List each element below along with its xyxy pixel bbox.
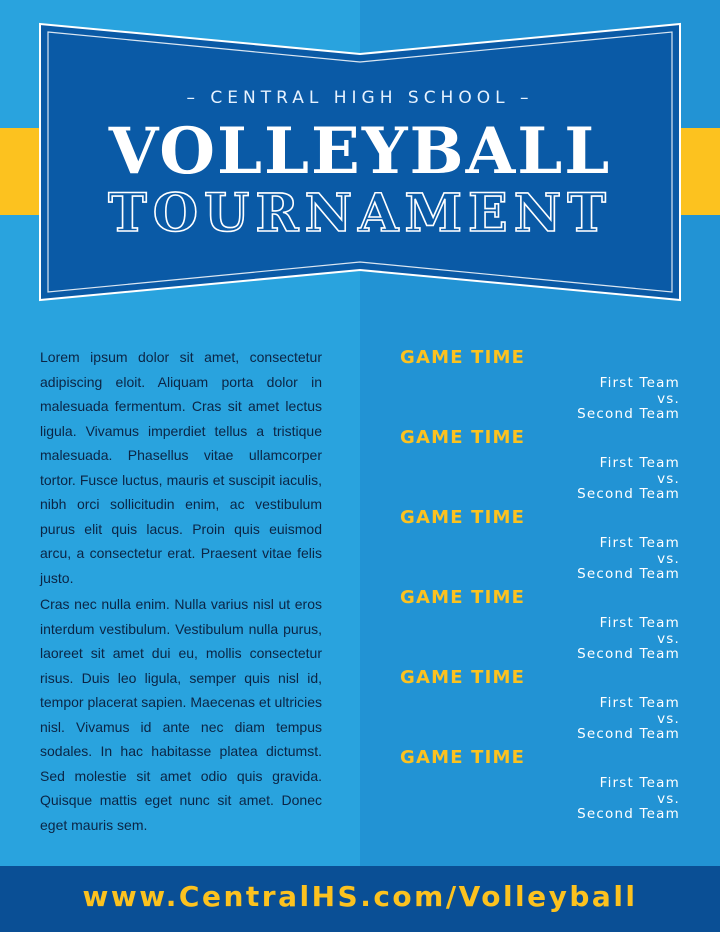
matchup <box>577 696 680 743</box>
footer-bar <box>0 866 720 932</box>
game-schedule <box>400 345 680 825</box>
team-second: Second Team <box>577 486 680 502</box>
versus-label: vs. <box>657 390 680 407</box>
game-entry <box>400 505 680 585</box>
versus-label: vs. <box>657 630 680 647</box>
banner-content <box>40 24 680 304</box>
team-first: First Team <box>599 455 680 471</box>
team-second: Second Team <box>577 646 680 662</box>
team-second: Second Team <box>577 406 680 422</box>
versus-label: vs. <box>657 470 680 487</box>
matchup <box>577 376 680 423</box>
school-subtitle: – CENTRAL HIGH SCHOOL – <box>186 88 534 108</box>
game-entry <box>400 425 680 505</box>
website-url: www.CentralHS.com/Volleyball <box>82 880 638 913</box>
game-time-label: GAME TIME <box>400 427 526 448</box>
team-first: First Team <box>599 375 680 391</box>
matchup <box>577 456 680 503</box>
game-entry <box>400 585 680 665</box>
team-first: First Team <box>599 535 680 551</box>
game-time-label: GAME TIME <box>400 507 526 528</box>
team-first: First Team <box>599 775 680 791</box>
team-first: First Team <box>599 695 680 711</box>
game-entry <box>400 745 680 825</box>
game-time-label: GAME TIME <box>400 667 526 688</box>
game-entry <box>400 665 680 745</box>
game-time-label: GAME TIME <box>400 747 526 768</box>
title-tournament: TOURNAMENT <box>108 183 612 244</box>
team-second: Second Team <box>577 566 680 582</box>
body-paragraph-2: Cras nec nulla enim. Nulla varius nisl ut eros interdum vestibulum. Vestibulum nulla purus, laoreet sit amet dui eu, mollis consectetur risus. Duis leo ligula, semper quis nisl id, tempor placerat sapien. Maecenas et ultricies nisl. Vivamus id ante nec diam tempus sodales. In hac habitasse platea dictumst. Sed molestie sit amet odio quis gravida. Quisque mattis eget nunc sit amet. Donec eget mauris sem. <box>40 596 322 833</box>
team-second: Second Team <box>577 806 680 822</box>
body-paragraph-1: Lorem ipsum dolor sit amet, consectetur adipiscing eloit. Aliquam porta dolor in malesuada fermentum. Cras sit amet lectus ligula. Vivamus imperdiet tellus a tristique malesuada. Phasellus vitae ullamcorper tortor. Fusce luctus, mauris et suscipit iaculis, nibh orci sollicitudin enim, ac vestibulum purus elit quis lacus. Proin quis euismod arcu, a consectetur erat. Praesent vitae felis justo. <box>40 349 322 586</box>
matchup <box>577 616 680 663</box>
game-time-label: GAME TIME <box>400 347 526 368</box>
game-entry <box>400 345 680 425</box>
versus-label: vs. <box>657 790 680 807</box>
matchup <box>577 776 680 823</box>
team-first: First Team <box>599 615 680 631</box>
versus-label: vs. <box>657 550 680 567</box>
matchup <box>577 536 680 583</box>
game-time-label: GAME TIME <box>400 587 526 608</box>
versus-label: vs. <box>657 710 680 727</box>
title-volleyball: VOLLEYBALL <box>108 114 612 189</box>
team-second: Second Team <box>577 726 680 742</box>
